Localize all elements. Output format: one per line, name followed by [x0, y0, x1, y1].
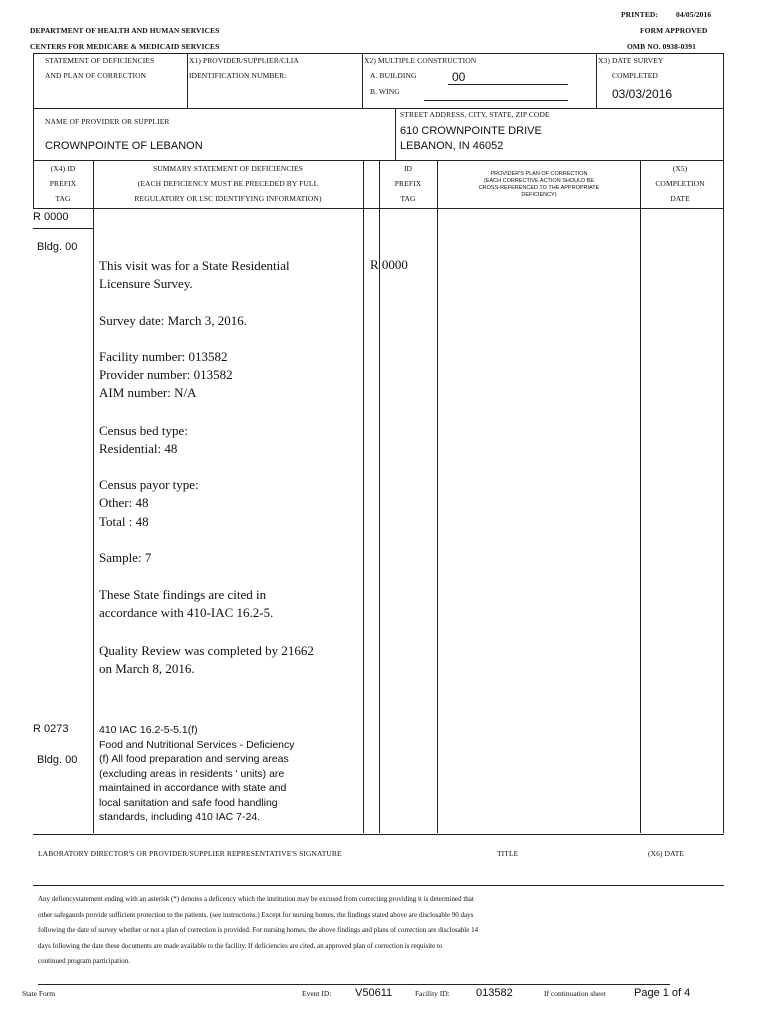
continuation-label: If continuation sheet: [544, 989, 606, 998]
plan-header-2: (EACH CORRECTIVE ACTION SHOULD BE: [483, 178, 595, 184]
findings-note: These State findings are cited in: [99, 587, 267, 602]
building-value: 00: [452, 70, 466, 84]
state-form-label: State Form: [22, 989, 56, 998]
x4-header-3: TAG: [55, 194, 71, 203]
disclaimer-text: other safegaurds provide sufficient protection to the patients. (see instructions.) Except for nursing homes, the findings stated above are disclosable 90 days: [38, 911, 474, 919]
provider-name-label: NAME OF PROVIDER OR SUPPLIER: [45, 117, 170, 126]
wing-label: B. WING: [370, 87, 400, 96]
address-line-1: 610 CROWNPOINTE DRIVE: [400, 125, 542, 137]
divider: [395, 109, 396, 161]
divider: [33, 109, 34, 161]
quality-review: on March 8, 2016.: [99, 661, 195, 676]
building-tag: Bldg. 00: [37, 241, 78, 253]
divider: [723, 53, 724, 109]
printed-label: PRINTED:: [621, 10, 659, 19]
plan-header-4: DEFICIENCY): [521, 192, 557, 198]
plan-tag-r0000: R 0000: [370, 257, 408, 272]
disclaimer-text: Any defiencystatement ending with an asterisk (*) denotes a deficency which the institution may be excused from correcting providing it is determined that: [38, 895, 474, 903]
census-bed-type: Census bed type:: [99, 423, 188, 438]
regulation-text: (excluding areas in residents ' units) are: [99, 768, 285, 780]
omb-number: OMB NO. 0938-0391: [627, 42, 696, 51]
regulation-text: Food and Nutritional Services - Deficiency: [99, 739, 295, 751]
census-payor-type: Census payor type:: [99, 477, 199, 492]
x4-header: (X4) ID: [50, 164, 76, 173]
sample-size: Sample: 7: [99, 550, 152, 565]
wing-underline: [424, 100, 568, 101]
building-label: A. BUILDING: [370, 71, 417, 80]
department-name: DEPARTMENT OF HEALTH AND HUMAN SERVICES: [30, 26, 220, 35]
x4-header-2: PREFIX: [49, 179, 77, 188]
facility-id-value: 013582: [476, 987, 513, 999]
tag-underline: [33, 228, 93, 229]
id-header-2: PREFIX: [394, 179, 422, 188]
event-id-value: V50611: [355, 987, 393, 999]
summary-header-3: REGULATORY OR LSC IDENTIFYING INFORMATION): [134, 194, 322, 203]
summary-header-2: (EACH DEFICIENCY MUST BE PRECEDED BY FULL: [137, 179, 319, 188]
address-label: STREET ADDRESS, CITY, STATE, ZIP CODE: [400, 110, 550, 119]
deficiency-tag-r0000: R 0000: [33, 211, 69, 223]
divider: [187, 53, 188, 109]
x3-label: X3) DATE SURVEY: [598, 56, 664, 65]
page-number: Page 1 of 4: [634, 987, 691, 999]
signature-bottom-line: [33, 885, 724, 886]
disclaimer-text: continued program participation.: [38, 957, 130, 965]
id-header: ID: [403, 164, 413, 173]
findings-note: accordance with 410-IAC 16.2-5.: [99, 605, 274, 620]
facility-number: Facility number: 013582: [99, 349, 228, 364]
survey-completed-date: 03/03/2016: [612, 87, 673, 101]
plan-header-3: CROSS-REFERENCED TO THE APPROPRIATE: [478, 185, 600, 191]
facility-id-label: Facility ID:: [415, 989, 450, 998]
divider: [362, 53, 363, 109]
top-table-border: [33, 53, 724, 54]
divider: [33, 108, 724, 109]
regulation-text: maintained in accordance with state and: [99, 782, 287, 794]
column-divider: [33, 161, 34, 209]
column-divider: [363, 161, 364, 833]
address-line-2: LEBANON, IN 46052: [400, 140, 504, 152]
regulation-text: standards, including 410 IAC 7-24.: [99, 811, 261, 823]
building-tag: Bldg. 00: [37, 754, 78, 766]
divider: [596, 53, 597, 109]
x5-header-2: COMPLETION: [655, 179, 705, 188]
divider: [723, 109, 724, 161]
regulation-text: 410 IAC 16.2-5-5.1(f): [99, 724, 198, 736]
statement-label-2: AND PLAN OF CORRECTION: [45, 71, 147, 80]
survey-note: Licensure Survey.: [99, 276, 193, 291]
signature-label: LABORATORY DIRECTOR'S OR PROVIDER/SUPPLIER REPRESENTATIVE'S SIGNATURE: [38, 849, 342, 858]
event-id-label: Event ID:: [302, 989, 332, 998]
centers-name: CENTERS FOR MEDICARE & MEDICAID SERVICES: [30, 42, 220, 51]
statement-label: STATEMENT OF DEFICIENCIES: [45, 56, 155, 65]
disclaimer-text: days following the date these documents are made available to the facility. If deficiencies are cited, an approved plan of correction is requisite to: [38, 942, 443, 950]
survey-note: This visit was for a State Residential: [99, 258, 290, 273]
divider: [33, 53, 34, 109]
census-residential: Residential: 48: [99, 441, 178, 456]
x1-label-2: IDENTIFICATION NUMBER:: [189, 71, 287, 80]
x1-label: X1) PROVIDER/SUPPLIER/CLIA: [189, 56, 299, 65]
disclaimer-bottom-line: [38, 984, 670, 985]
column-divider: [723, 161, 724, 833]
printed-date: 04/05/2016: [676, 10, 712, 19]
provider-number: Provider number: 013582: [99, 367, 233, 382]
signature-top-line: [33, 834, 724, 835]
x3-label-2: COMPLETED: [612, 71, 658, 80]
form-approved: FORM APPROVED: [640, 26, 708, 35]
disclaimer-text: following the date of survey whether or not a plan of correction is provided. For nursing homes, the above findings and plans of correction are disclosable 14: [38, 926, 479, 934]
column-divider: [93, 161, 94, 833]
regulation-text: (f) All food preparation and serving areas: [99, 753, 289, 765]
x5-header-3: DATE: [670, 194, 690, 203]
x2-label: X2) MULTIPLE CONSTRUCTION: [364, 56, 477, 65]
column-divider: [640, 161, 641, 833]
aim-number: AIM number: N/A: [99, 385, 197, 400]
x5-header: (X5): [672, 164, 688, 173]
column-divider: [437, 161, 438, 833]
survey-date: Survey date: March 3, 2016.: [99, 313, 248, 328]
building-underline: [448, 84, 568, 85]
deficiency-tag-r0273: R 0273: [33, 723, 69, 735]
provider-name: CROWNPOINTE OF LEBANON: [45, 140, 203, 152]
census-total: Total : 48: [99, 514, 149, 529]
census-other: Other: 48: [99, 495, 149, 510]
title-label: TITLE: [497, 849, 519, 858]
regulation-text: local sanitation and safe food handling: [99, 797, 278, 809]
plan-header: PROVIDER'S PLAN OF CORRECTION: [490, 171, 588, 177]
summary-header: SUMMARY STATEMENT OF DEFICIENCIES: [152, 164, 303, 173]
date-label: (X6) DATE: [648, 849, 685, 858]
id-header-3: TAG: [400, 194, 416, 203]
quality-review: Quality Review was completed by 21662: [99, 643, 314, 658]
